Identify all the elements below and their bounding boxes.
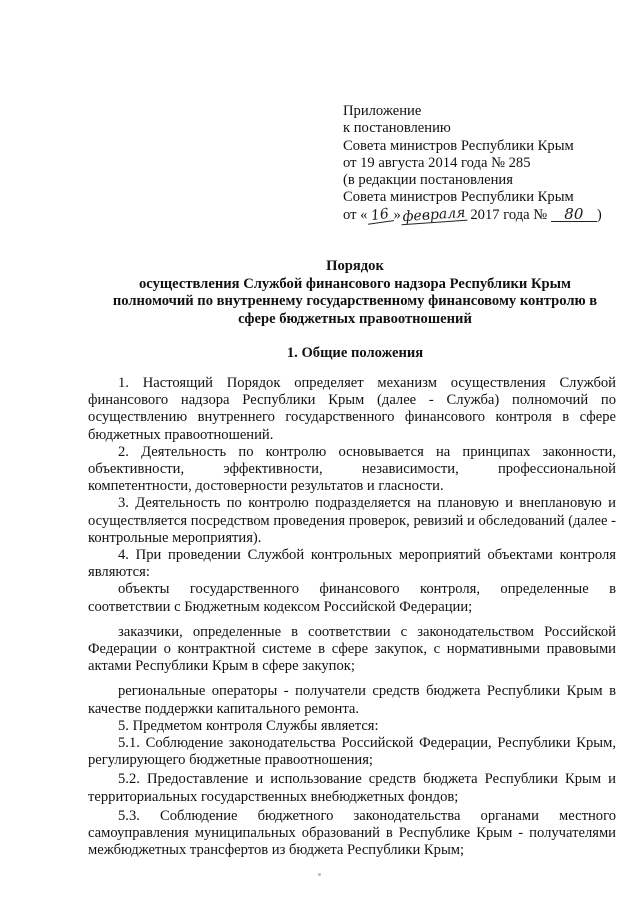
paragraph-5: 5. Предметом контроля Службы является: [118,717,379,734]
paragraph-5-1: 5.1. Соблюдение законодательства Российской Федерации, Республики Крым, регулирующего бюджетные правоотношения; [88,735,616,769]
appendix-line: от 19 августа 2014 года № 285 [343,154,531,171]
appendix-line: к постановлению [343,120,451,137]
paragraph-3: 3. Деятельность по контролю подразделяется на плановую и внеплановую и осуществляется посредством проведения проверок, ревизий и обследований (далее - контрольные мероприятия). [88,495,616,546]
section-heading: 1. Общие положения [286,345,424,361]
appendix-line: Приложение [343,103,422,119]
appendix-header [343,103,633,224]
title-line: Порядок [326,258,384,274]
document-title [60,258,640,328]
title-line: полномочий по внутреннему государственному финансовому контролю в [112,293,598,309]
paragraph-5-2: 5.2. Предоставление и использование средств бюджета Республики Крым и территориальных государственных внебюджетных фондов; [88,771,616,805]
handwritten-number: 80 [551,207,597,222]
appendix-line: Совета министров Республики Крым [343,137,574,154]
date-prefix: от « [343,206,368,223]
date-quote-close: » [393,206,401,223]
paragraph-4: 4. При проведении Службой контрольных мероприятий объектами контроля являются: [88,547,616,581]
paragraph-4b: заказчики, определенные в соответствии с законодательством Российской Федерации о контрактной системе в сфере закупок, с нормативными правовыми актами Республики Крым в сфере закупок; [88,623,616,675]
appendix-line: (в редакции постановления [343,172,513,189]
paragraph-1: 1. Настоящий Порядок определяет механизм осуществления Службой финансового надзора Республики Крым (далее - Служба) полномочий по осуществлению внутреннего государственного финансового контроля в сфере бюджетных правоотношений. [88,375,616,443]
scan-speck [318,873,321,876]
title-line: сфере бюджетных правоотношений [238,310,472,327]
paragraph-4c: региональные операторы - получатели средств бюджета Республики Крым в качестве поддержки капитального ремонта. [88,683,616,717]
paragraph-4a: объекты государственного финансового контроля, определенные в соответствии с Бюджетным кодексом Российской Федерации; [88,581,616,615]
handwritten-day: 16 [367,206,395,224]
handwritten-month: февраля [401,204,466,225]
paragraph-2: 2. Деятельность по контролю основывается на принципах законности, объективности, эффективности, независимости, профессиональной компетентности, достоверности результатов и гласности. [88,443,616,495]
appendix-line: Совета министров Республики Крым [343,189,574,206]
date-close: ) [596,206,602,223]
appendix-date-line [343,204,633,225]
date-year-text: 2017 года № [466,206,551,223]
document-body [88,375,616,859]
title-line: осуществления Службой финансового надзора Республики Крым [138,275,571,292]
paragraph-5-3: 5.3. Соблюдение бюджетного законодательства органами местного самоуправления муниципальных образований в Республике Крым - получателями межбюджетных трансфертов из бюджета Республики Крым; [88,807,616,859]
